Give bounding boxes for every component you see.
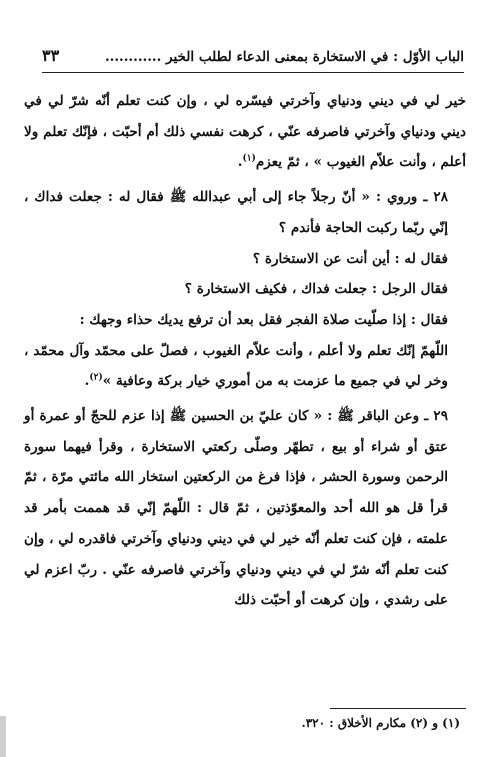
paragraph-28: ٢٨ ـ وروي : « أنّ رجلاً جاء إلى أبي عبدالله ﷺ فقال له : جعلت فداك ، إنّي ربّما ركبت الحاجة فأندم ؟	[24, 189, 448, 236]
scan-edge	[0, 716, 6, 757]
footnote: (١) و (٢) مكارم الأخلاق : ٣٢٠.	[301, 716, 460, 730]
footnote-ref-1: (١)	[242, 153, 256, 164]
header-rule	[42, 72, 464, 73]
paragraph-continuation: خير لي في ديني ودنياي وآخرتي فيسّره لي ، وإن كنت تعلم أنّه شرّ لي في ديني ودنياي وآخرتي فاصرفه عنّي ، كرهت نفسي ذلك أم أحبّت ، فإنّك تعلم ولا أعلم ، وأنت علاّم الغيوب » ، ثمّ يعزم$^{(١)}$.	[24, 93, 466, 171]
paragraph-29: ٢٩ ـ وعن الباقر ﷺ : « كان عليّ بن الحسين ﷺ إذا عزم للحجّ أو عمرة أو عتق أو شراء أو بيع ، تطهّر وصلّى ركعتي الاستخارة ، وقرأ فيهما سورة الرحمن وسورة الحشر ، فإذا فرغ من الركعتين استخار الله مائتي مرّة ، ثمّ قرأ قل هو الله أحد والمعوّذتين ، ثمّ قال : اللّهمّ إنّي قد هممت بأمر قد علمته ، فإن كنت تعلم أنّه خير لي في ديني ودنياي وآخرتي فاقدره لي ، وإن كنت تعلم أنّه شرّ لي في ديني ودنياي وآخرتي فاصرفه عنّي . ربّ اعزم لي على رشدي ، وإن كرهت أو أحبّت ذلك	[24, 408, 448, 609]
running-title: الباب الأوّل : في الاستخارة بمعنى الدعاء لطلب الخير ............	[104, 49, 464, 65]
paragraph-question: فقال له : أين أنت عن الاستخارة ؟	[252, 250, 448, 267]
paragraph-instruction: فقال : إذا صلّيت صلاة الفجر فقل بعد أن ترفع يديك حذاء وجهك :	[79, 311, 448, 328]
footnote-rule	[330, 708, 466, 709]
page-header	[42, 46, 464, 68]
paragraph-reply: فقال الرجل : جعلت فداك ، فكيف الاستخارة ؟	[184, 281, 448, 298]
paragraph-supplication: اللّهمّ إنّك تعلم ولا أعلم ، وأنت علاّم الغيوب ، فصلّ على محمّد وآل محمّد ، وخر لي في جميع ما عزمت به من أموري خيار بركة وعافية »$^{(٢)}$.	[24, 342, 448, 390]
main-text	[24, 86, 466, 616]
page-number: ٣٣	[42, 46, 60, 65]
footnote-ref-2: (٢)	[89, 372, 103, 383]
